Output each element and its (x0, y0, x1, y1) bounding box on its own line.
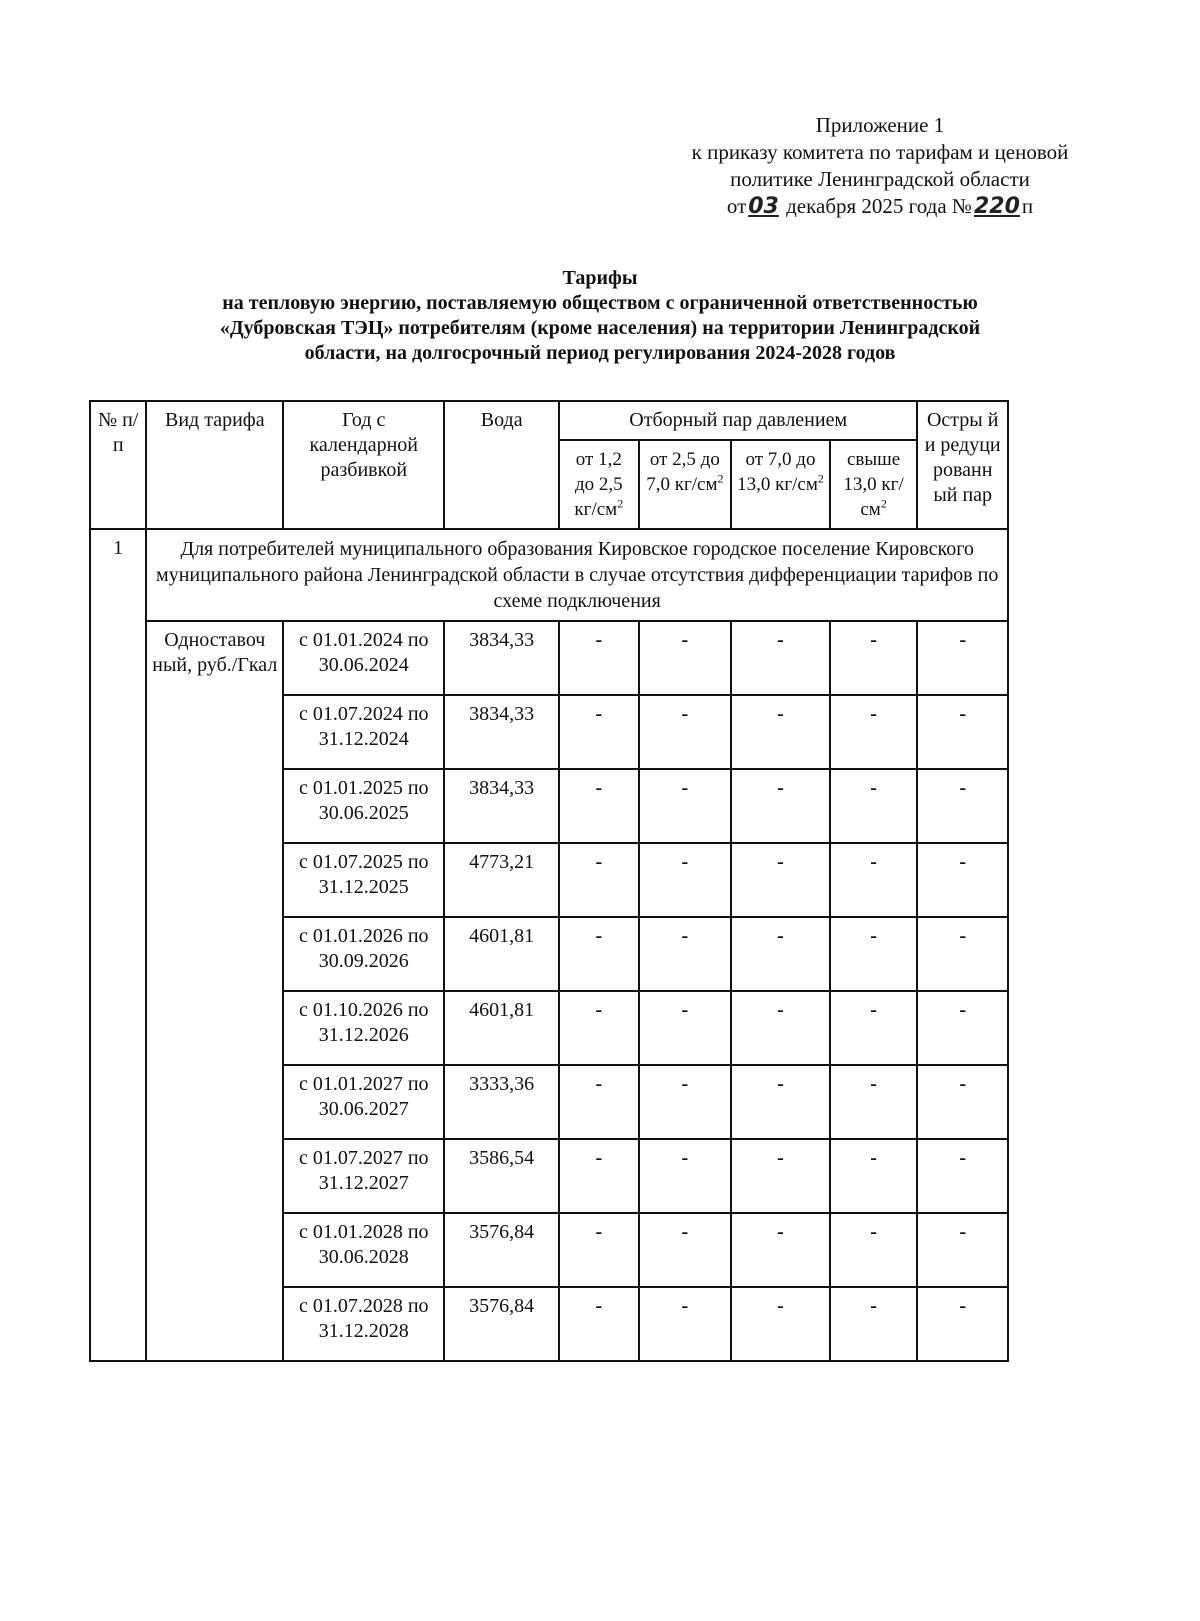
steam-3-value: - (731, 843, 830, 917)
annex-line-1: Приложение 1 (815, 113, 945, 137)
steam-4-value: - (830, 1065, 918, 1139)
water-value: 3834,33 (444, 769, 559, 843)
steam-unit-exp: 2 (817, 471, 824, 486)
sharp-steam-value: - (917, 769, 1008, 843)
water-value: 4773,21 (444, 843, 559, 917)
steam-unit-exp: 2 (617, 496, 624, 511)
header-num: № п/п (90, 401, 146, 529)
section-row (90, 529, 1008, 621)
period-cell: с 01.01.2025 по 30.06.2025 (283, 769, 444, 843)
steam-2-value: - (639, 1287, 732, 1361)
period-cell: с 01.01.2026 по 30.09.2026 (283, 917, 444, 991)
steam-1-value: - (559, 695, 639, 769)
period-cell: с 01.07.2024 по 31.12.2024 (283, 695, 444, 769)
tariff-type-cell: Одноставоч ный, руб./Гкал (146, 621, 283, 1361)
steam-range: от 1,2 до 2,5 (574, 449, 623, 495)
steam-unit-exp: 2 (717, 471, 724, 486)
header-sharp-steam: Остры й и редуци рованн ый пар (917, 401, 1008, 529)
header-year: Год с календарной разбивкой (283, 401, 444, 529)
steam-unit: кг/см (674, 474, 718, 495)
water-value: 4601,81 (444, 991, 559, 1065)
steam-1-value: - (559, 843, 639, 917)
header-type: Вид тарифа (146, 401, 283, 529)
steam-3-value: - (731, 1213, 830, 1287)
table-row (90, 621, 1008, 695)
header-steam-col-4 (830, 440, 918, 529)
steam-4-value: - (830, 769, 918, 843)
water-value: 3576,84 (444, 1287, 559, 1361)
tariff-table (89, 400, 1009, 1362)
steam-3-value: - (731, 769, 830, 843)
steam-2-value: - (639, 1065, 732, 1139)
water-value: 3586,54 (444, 1139, 559, 1213)
steam-1-value: - (559, 991, 639, 1065)
document-title (110, 266, 1090, 366)
date-middle: декабря 2025 года № (786, 194, 972, 218)
steam-1-value: - (559, 917, 639, 991)
handwritten-number: 220 (973, 194, 1020, 219)
header-steam-col-2 (639, 440, 732, 529)
sharp-steam-value: - (917, 1287, 1008, 1361)
steam-4-value: - (830, 621, 918, 695)
steam-2-value: - (639, 1213, 732, 1287)
steam-unit: кг/см (574, 499, 618, 520)
steam-3-value: - (731, 991, 830, 1065)
title-heading: Тарифы (562, 267, 638, 289)
period-cell: с 01.10.2026 по 31.12.2026 (283, 991, 444, 1065)
annex-block (660, 112, 1100, 220)
steam-3-value: - (731, 621, 830, 695)
water-value: 3834,33 (444, 695, 559, 769)
water-value: 3333,36 (444, 1065, 559, 1139)
steam-unit: кг/см (860, 474, 904, 520)
water-value: 3576,84 (444, 1213, 559, 1287)
steam-2-value: - (639, 695, 732, 769)
sharp-steam-value: - (917, 621, 1008, 695)
steam-3-value: - (731, 1065, 830, 1139)
section-number: 1 (90, 529, 146, 1361)
steam-3-value: - (731, 695, 830, 769)
header-steam-col-1 (559, 440, 639, 529)
steam-2-value: - (639, 991, 732, 1065)
title-line-2: «Дубровская ТЭЦ» потребителям (кроме населения) на территории Ленинградской (219, 317, 981, 339)
date-prefix: от (726, 194, 747, 218)
steam-1-value: - (559, 1287, 639, 1361)
steam-4-value: - (830, 695, 918, 769)
sharp-steam-value: - (917, 1139, 1008, 1213)
section-description: Для потребителей муниципального образования Кировское городское поселение Кировского муниципального района Ленинградской области в случае отсутствия дифференциации тарифов по схеме подключения (146, 529, 1008, 621)
annex-line-3: политике Ленинградской области (730, 167, 1030, 191)
steam-4-value: - (830, 1287, 918, 1361)
number-suffix: п (1021, 194, 1034, 218)
period-cell: с 01.07.2025 по 31.12.2025 (283, 843, 444, 917)
steam-4-value: - (830, 991, 918, 1065)
sharp-steam-value: - (917, 1065, 1008, 1139)
steam-4-value: - (830, 843, 918, 917)
steam-1-value: - (559, 1213, 639, 1287)
steam-unit: кг/см (775, 474, 818, 495)
steam-4-value: - (830, 1213, 918, 1287)
steam-unit-exp: 2 (880, 496, 887, 511)
steam-3-value: - (731, 1287, 830, 1361)
steam-range: от 7,0 до 13,0 (737, 449, 816, 495)
steam-2-value: - (639, 1139, 732, 1213)
steam-1-value: - (559, 769, 639, 843)
sharp-steam-value: - (917, 843, 1008, 917)
sharp-steam-value: - (917, 1213, 1008, 1287)
period-cell: с 01.01.2024 по 30.06.2024 (283, 621, 444, 695)
steam-2-value: - (639, 621, 732, 695)
sharp-steam-value: - (917, 695, 1008, 769)
steam-1-value: - (559, 1139, 639, 1213)
steam-3-value: - (731, 1139, 830, 1213)
steam-3-value: - (731, 917, 830, 991)
water-value: 4601,81 (444, 917, 559, 991)
steam-4-value: - (830, 917, 918, 991)
steam-2-value: - (639, 843, 732, 917)
annex-line-2: к приказу комитета по тарифам и ценовой (691, 140, 1069, 164)
period-cell: с 01.01.2027 по 30.06.2027 (283, 1065, 444, 1139)
steam-4-value: - (830, 1139, 918, 1213)
steam-1-value: - (559, 621, 639, 695)
period-cell: с 01.07.2027 по 31.12.2027 (283, 1139, 444, 1213)
title-line-1: на тепловую энергию, поставляемую обществом с ограниченной ответственностью (222, 292, 978, 314)
title-line-3: области, на долгосрочный период регулирования 2024-2028 годов (304, 342, 896, 364)
header-steam-group: Отборный пар давлением (559, 401, 917, 440)
handwritten-day: 03 (748, 194, 779, 219)
water-value: 3834,33 (444, 621, 559, 695)
header-water: Вода (444, 401, 559, 529)
steam-range: от 2,5 до 7,0 (646, 449, 720, 495)
steam-2-value: - (639, 769, 732, 843)
steam-1-value: - (559, 1065, 639, 1139)
sharp-steam-value: - (917, 991, 1008, 1065)
annex-date-line (660, 193, 1100, 220)
period-cell: с 01.07.2028 по 31.12.2028 (283, 1287, 444, 1361)
steam-2-value: - (639, 917, 732, 991)
header-row-1 (90, 401, 1008, 440)
header-steam-col-3 (731, 440, 830, 529)
steam-range: свыше 13,0 (843, 449, 901, 495)
sharp-steam-value: - (917, 917, 1008, 991)
period-cell: с 01.01.2028 по 30.06.2028 (283, 1213, 444, 1287)
